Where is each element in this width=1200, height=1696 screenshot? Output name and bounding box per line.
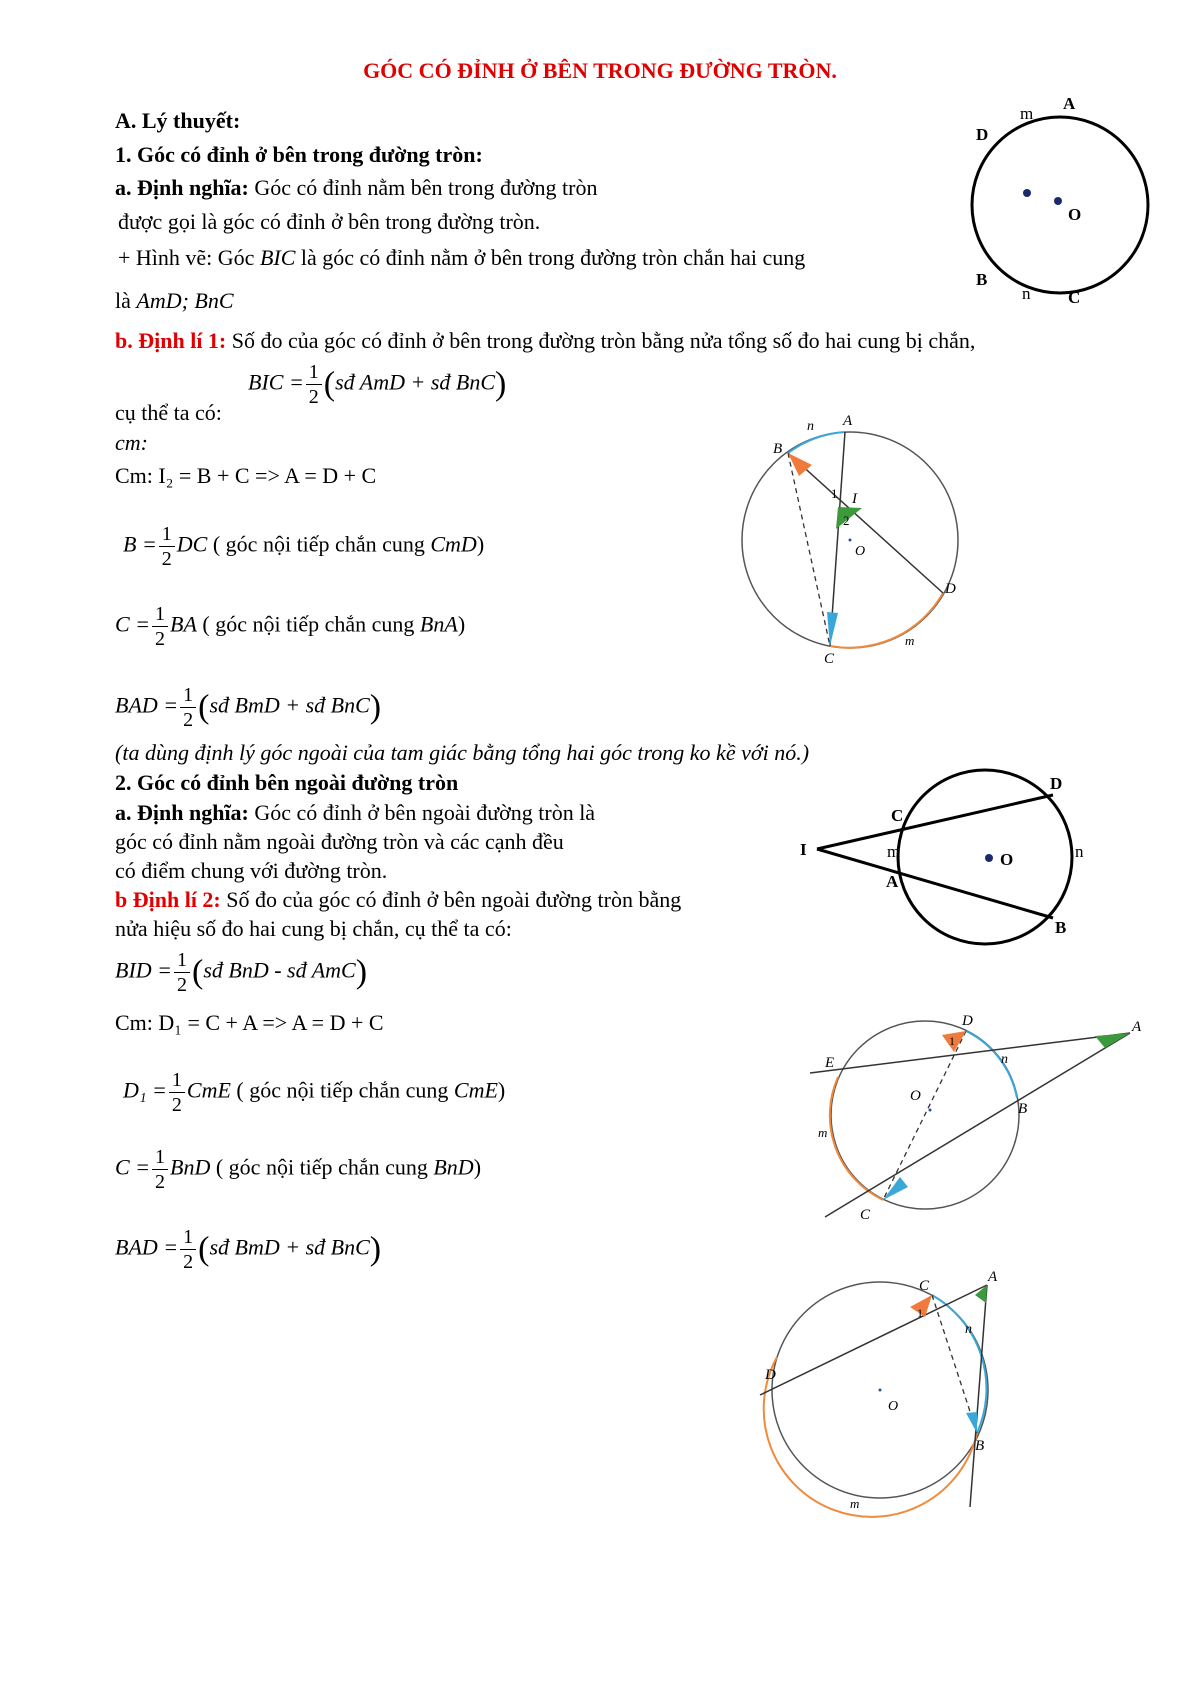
sec1-theorem xyxy=(115,328,975,354)
svg-text:O: O xyxy=(855,544,866,559)
sec1-def-line1: Góc có đỉnh nằm bên trong đường tròn xyxy=(248,175,598,200)
svg-text:D: D xyxy=(945,581,956,597)
fig-arcs: AmD; BnC xyxy=(136,288,234,313)
figure-4 xyxy=(805,1013,1142,1223)
svg-text:C: C xyxy=(860,1207,871,1223)
sec2-def-line3: có điểm chung với đường tròn. xyxy=(115,858,388,883)
svg-text:C: C xyxy=(891,806,904,825)
fig-suffix: là góc có đỉnh nằm ở bên trong đường tròn chắn hai cung xyxy=(300,245,806,270)
svg-text:O: O xyxy=(888,1399,899,1414)
svg-text:A: A xyxy=(1132,1019,1142,1035)
svg-text:B: B xyxy=(975,1438,985,1454)
sec2-lemma-3: BAD = $\frac{1}{2}$ (sđ BmD + sđ BnC) xyxy=(115,1226,382,1273)
cm-line-1: Cm: I₂ = B + C => A = D + C xyxy=(115,463,377,488)
svg-text:2: 2 xyxy=(843,513,850,528)
sec2-theorem: b Định lí 2: Số đo của góc có đỉnh ở bên ngoài đường tròn bằng xyxy=(115,887,682,912)
svg-text:C: C xyxy=(1068,288,1081,307)
sec1-def-line2: được gọi là góc có đỉnh ở bên trong đường tròn. xyxy=(118,209,541,234)
figure-3 xyxy=(795,765,1095,950)
sec1-lemma-2: C = $\frac{1}{2}$ BA ( góc nội tiếp chắn cung BnA) xyxy=(115,603,466,650)
svg-text:n: n xyxy=(965,1322,972,1337)
fig-la: là xyxy=(115,288,137,313)
thm1-label: b. Định lí 1: xyxy=(115,328,227,353)
sec2-lemma-1: D₁ = $\frac{1}{2}$ CmE ( góc nội tiếp chắn cung CmE) xyxy=(123,1069,506,1116)
section-heading: A. Lý thuyết: xyxy=(115,108,241,133)
svg-text:O: O xyxy=(1000,850,1014,869)
sec1-def-label: a. Định nghĩa: xyxy=(115,175,249,200)
thm1-formula: BIC = $\frac{1}{2}$ (sđ AmD + sđ BnC) xyxy=(248,361,507,408)
figure-2 xyxy=(730,405,970,675)
sec2-heading: 2. Góc có đỉnh bên ngoài đường tròn xyxy=(115,770,459,795)
svg-text:m: m xyxy=(905,633,915,648)
sec2-def-line2: góc có đỉnh nằm ngoài đường tròn và các cạnh đều xyxy=(115,829,564,854)
svg-text:A: A xyxy=(886,872,899,891)
svg-text:m: m xyxy=(818,1125,828,1140)
svg-text:E: E xyxy=(825,1055,835,1071)
cm-line-2: Cm: D₁ = C + A => A = D + C xyxy=(115,1010,384,1035)
svg-text:m: m xyxy=(1020,104,1034,123)
figure-1 xyxy=(960,95,1160,310)
thm1-text: Số đo của góc có đỉnh ở bên trong đường tròn bằng nửa tổng số đo hai cung bị chắn, xyxy=(226,328,976,353)
sec1-def xyxy=(115,175,598,201)
svg-text:B: B xyxy=(976,270,988,289)
sec1-lemma-3: BAD = $\frac{1}{2}$ (sđ BmD + sđ BnC) xyxy=(115,684,382,731)
sec1-heading: 1. Góc có đỉnh ở bên trong đường tròn: xyxy=(115,142,483,167)
sec2-formula: BID = $\frac{1}{2}$ (sđ BnD - sđ AmC) xyxy=(115,949,368,996)
svg-text:n: n xyxy=(1001,1052,1008,1067)
sec1-lemma-1: B = $\frac{1}{2}$ DC ( góc nội tiếp chắn cung CmD) xyxy=(123,523,485,570)
svg-text:A: A xyxy=(988,1269,998,1285)
svg-text:D: D xyxy=(962,1013,973,1029)
figure-5 xyxy=(755,1265,1045,1510)
svg-text:I: I xyxy=(800,840,807,859)
svg-text:A: A xyxy=(843,413,853,429)
fig-angle: BIC xyxy=(259,245,296,270)
svg-text:1: 1 xyxy=(917,1306,923,1320)
svg-text:m: m xyxy=(887,842,901,861)
sec1-note: (ta dùng định lý góc ngoài của tam giác bằng tổng hai góc trong ko kề với nó.) xyxy=(115,740,810,765)
svg-text:O: O xyxy=(1068,205,1082,224)
svg-text:I: I xyxy=(852,491,857,507)
svg-text:B: B xyxy=(1055,918,1067,937)
svg-text:1: 1 xyxy=(949,1034,955,1048)
svg-text:n: n xyxy=(807,419,814,434)
cm-label: cm: xyxy=(115,430,148,455)
svg-text:D: D xyxy=(765,1367,776,1383)
svg-text:n: n xyxy=(1075,842,1084,861)
svg-text:A: A xyxy=(1063,94,1076,113)
sec2-lemma-2: C = $\frac{1}{2}$ BnD ( góc nội tiếp chắn cung BnD) xyxy=(115,1146,482,1193)
fig-prefix: + Hình vẽ: Góc xyxy=(118,245,260,270)
svg-text:B: B xyxy=(773,441,783,457)
sec2-theorem-line2: nửa hiệu số đo hai cung bị chắn, cụ thể ta có: xyxy=(115,916,512,941)
svg-text:m: m xyxy=(850,1496,860,1511)
svg-text:B: B xyxy=(1018,1101,1028,1117)
svg-text:n: n xyxy=(1022,284,1031,303)
sec1-fig-arcs xyxy=(115,288,234,314)
svg-text:D: D xyxy=(1050,774,1063,793)
cuthe-text: cụ thể ta có: xyxy=(115,400,222,425)
svg-text:C: C xyxy=(919,1278,930,1294)
svg-text:D: D xyxy=(976,125,989,144)
svg-text:1: 1 xyxy=(831,486,838,501)
sec2-def: a. Định nghĩa: Góc có đỉnh ở bên ngoài đường tròn là xyxy=(115,800,596,825)
page-title: GÓC CÓ ĐỈNH Ở BÊN TRONG ĐƯỜNG TRÒN. xyxy=(363,58,837,83)
svg-text:O: O xyxy=(910,1088,921,1104)
sec1-fig-desc xyxy=(118,245,805,271)
svg-text:C: C xyxy=(824,651,835,667)
